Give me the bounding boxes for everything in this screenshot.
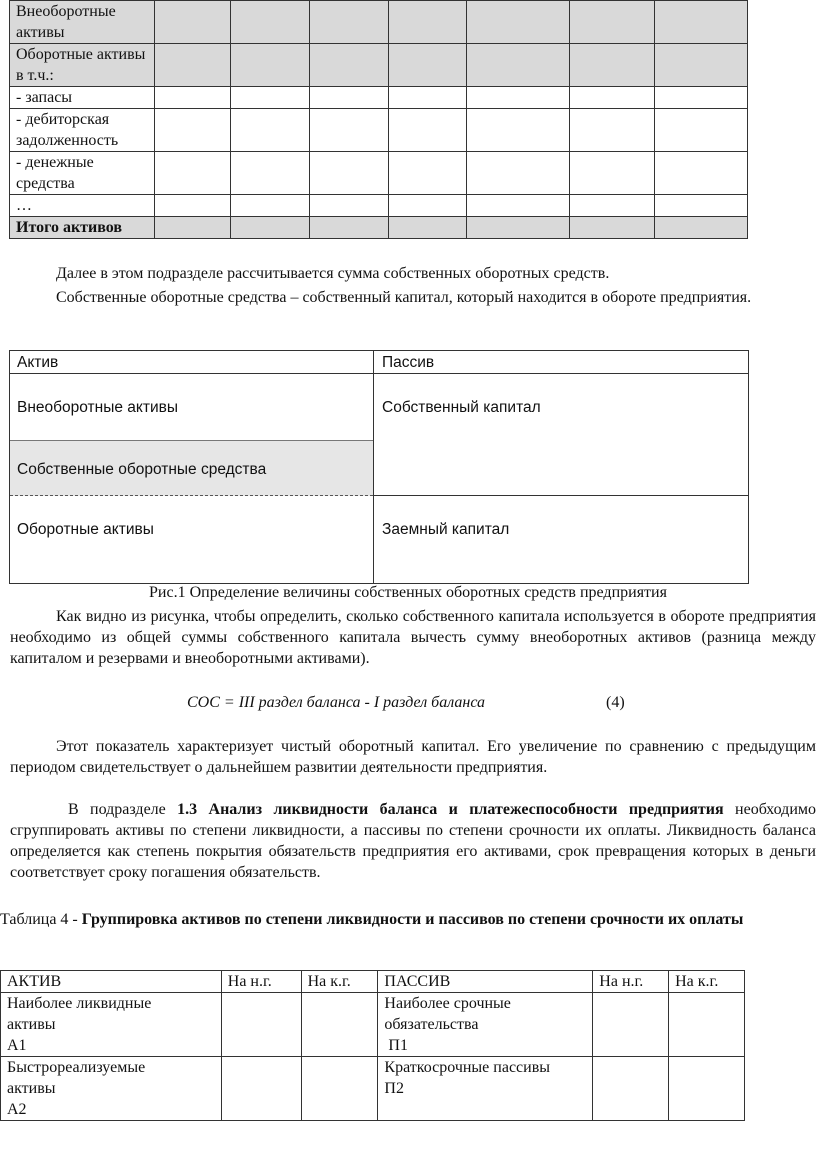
table1-row-label: Итого активов <box>10 217 155 239</box>
table4-value-cell <box>669 1057 745 1121</box>
table1-cell <box>570 109 655 152</box>
table1-row-label: - запасы <box>10 87 155 109</box>
table1-row <box>10 217 748 239</box>
formula-number: (4) <box>606 694 625 711</box>
table4-row <box>1 1057 745 1121</box>
label-zaem: Заемный капитал <box>382 521 510 538</box>
table4-title <box>0 909 816 930</box>
table1-cell <box>467 109 570 152</box>
table4-aktiv-line: активы <box>7 1080 56 1097</box>
table1-cell <box>388 195 467 217</box>
table1-cell <box>230 152 309 195</box>
table4-aktiv-line: Наиболее ликвидные <box>7 995 152 1012</box>
table1-cell <box>570 1 655 44</box>
table1-cell <box>230 1 309 44</box>
table1-cell <box>309 109 388 152</box>
table1-row <box>10 109 748 152</box>
table4-passiv-line: Краткосрочные пассивы <box>384 1059 551 1076</box>
table4-passiv-line <box>384 1099 592 1120</box>
table4-header-row <box>1 971 745 993</box>
table4-header-cell: На н.г. <box>593 971 669 993</box>
table1-row-label: - дебиторская задолженность <box>10 109 155 152</box>
liquidity-before: В подразделе <box>68 801 178 818</box>
table4-aktiv-cell <box>1 1057 222 1121</box>
figure-caption: Рис.1 Определение величины собственных оборотных средств предприятия <box>149 584 667 601</box>
table1-cell <box>655 109 748 152</box>
table4-passiv-line: П2 <box>384 1080 404 1097</box>
liquidity-after: необходимо сгруппировать активы по степени ликвидности, а пассивы по степени срочности их оплаты. Ликвидность баланса определяется как степень покрытия обязательств предприятия его активами, срок превращения которых в деньги соответствует сроку погашения обязательств. <box>10 801 816 881</box>
table4-passiv-line: П1 <box>384 1037 408 1054</box>
table1-row-label: - денежные средства <box>10 152 155 195</box>
table1-cell <box>570 87 655 109</box>
table4-title-prefix: Таблица 4 - <box>0 911 82 928</box>
table1-cell <box>154 195 230 217</box>
table4-header-cell: На н.г. <box>221 971 301 993</box>
table1-cell <box>230 217 309 239</box>
paragraph-explanation: Как видно из рисунка, чтобы определить, сколько собственного капитала используется в обороте предприятия необходимо из общей суммы собственного капитала вычесть сумму внеоборотных активов (разница между капиталом и резервами и внеоборотными активами). <box>10 608 816 667</box>
label-sos: Собственные оборотные средства <box>17 461 267 478</box>
table4-passiv-line: Наиболее срочные <box>384 995 511 1012</box>
formula: СОС = III раздел баланса - I раздел баланса <box>187 694 486 711</box>
table1-cell <box>655 195 748 217</box>
table1-cell <box>154 152 230 195</box>
table1-row-label: Внеоборотные активы <box>10 1 155 44</box>
table1-cell <box>467 44 570 87</box>
assets-table <box>9 0 748 239</box>
table1-cell <box>655 217 748 239</box>
table1-cell <box>467 1 570 44</box>
table1-cell <box>309 195 388 217</box>
table1-cell <box>309 217 388 239</box>
table1-cell <box>230 87 309 109</box>
paragraph-indicator: Этот показатель характеризует чистый оборотный капитал. Его увеличение по сравнению с предыдущим периодом свидетельствует о дальнейшем развитии деятельности предприятия. <box>10 738 816 776</box>
table1-cell <box>388 217 467 239</box>
table1-cell <box>309 44 388 87</box>
liquidity-section-title: 1.3 Анализ ликвидности баланса и платежеспособности предприятия <box>177 801 724 818</box>
table1-cell <box>467 87 570 109</box>
table1-cell <box>309 152 388 195</box>
table1-cell <box>388 87 467 109</box>
table4-value-cell <box>593 1057 669 1121</box>
table4-value-cell <box>221 1057 301 1121</box>
table1-cell <box>309 1 388 44</box>
table1-cell <box>388 109 467 152</box>
table1-cell <box>655 87 748 109</box>
table4-title-text: Группировка активов по степени ликвидности и пассивов по степени срочности их оплаты <box>81 911 744 928</box>
table4-aktiv-line: А1 <box>7 1037 27 1054</box>
table1-row <box>10 87 748 109</box>
label-oborot: Оборотные активы <box>17 521 154 538</box>
table1-cell <box>154 217 230 239</box>
label-vneoborot: Внеоборотные активы <box>17 399 178 416</box>
paragraph-definition: Собственные оборотные средства – собственный капитал, который находится в обороте предприятия. <box>56 289 752 306</box>
table1-cell <box>388 152 467 195</box>
table1-row <box>10 1 748 44</box>
table1-cell <box>570 217 655 239</box>
table1-cell <box>154 44 230 87</box>
table4-value-cell <box>301 1057 378 1121</box>
table4-value-cell <box>301 993 378 1057</box>
vertical-divider <box>373 351 374 583</box>
table4-aktiv-cell <box>1 993 222 1057</box>
table1-cell <box>230 44 309 87</box>
figure-sos-diagram <box>9 350 749 584</box>
table1-cell <box>655 1 748 44</box>
table1-cell <box>230 109 309 152</box>
table4-header-cell: АКТИВ <box>1 971 222 993</box>
table1-row <box>10 44 748 87</box>
table1-cell <box>309 87 388 109</box>
table4-aktiv-line: А2 <box>7 1101 27 1118</box>
table1-row <box>10 195 748 217</box>
table1-cell <box>388 44 467 87</box>
table4-passiv-cell <box>378 1057 593 1121</box>
table4-value-cell <box>669 993 745 1057</box>
label-passiv: Пассив <box>382 354 435 371</box>
table4-value-cell <box>593 993 669 1057</box>
table1-cell <box>570 44 655 87</box>
left-divider <box>10 440 373 441</box>
table4-row <box>1 993 745 1057</box>
table4-header-cell: На к.г. <box>301 971 378 993</box>
table1-cell <box>154 1 230 44</box>
table1-cell <box>467 217 570 239</box>
right-divider <box>373 495 748 496</box>
paragraph-intro: Далее в этом подразделе рассчитывается сумма собственных оборотных средств. <box>56 265 610 282</box>
table1-cell <box>467 195 570 217</box>
table4-aktiv-line: активы <box>7 1016 56 1033</box>
table1-cell <box>655 152 748 195</box>
table4-passiv-line: обязательства <box>384 1016 479 1033</box>
table1-row-label: … <box>10 195 155 217</box>
table4-aktiv-line: Быстрореализуемые <box>7 1059 146 1076</box>
table1-cell <box>467 152 570 195</box>
table4-value-cell <box>221 993 301 1057</box>
table1-cell <box>388 1 467 44</box>
label-aktiv: Актив <box>17 354 59 371</box>
table1-cell <box>570 152 655 195</box>
label-sobstv-kapital: Собственный капитал <box>382 399 541 416</box>
table1-cell <box>570 195 655 217</box>
table4-header-cell: ПАССИВ <box>378 971 593 993</box>
header-divider <box>10 373 748 374</box>
table1-cell <box>230 195 309 217</box>
table1-cell <box>655 44 748 87</box>
liquidity-table <box>0 970 745 1121</box>
table1-cell <box>154 87 230 109</box>
table1-row <box>10 152 748 195</box>
table1-row-label: Оборотные активы в т.ч.: <box>10 44 155 87</box>
paragraph-liquidity <box>10 799 816 883</box>
table4-header-cell: На к.г. <box>669 971 745 993</box>
table4-passiv-cell <box>378 993 593 1057</box>
table1-cell <box>154 109 230 152</box>
